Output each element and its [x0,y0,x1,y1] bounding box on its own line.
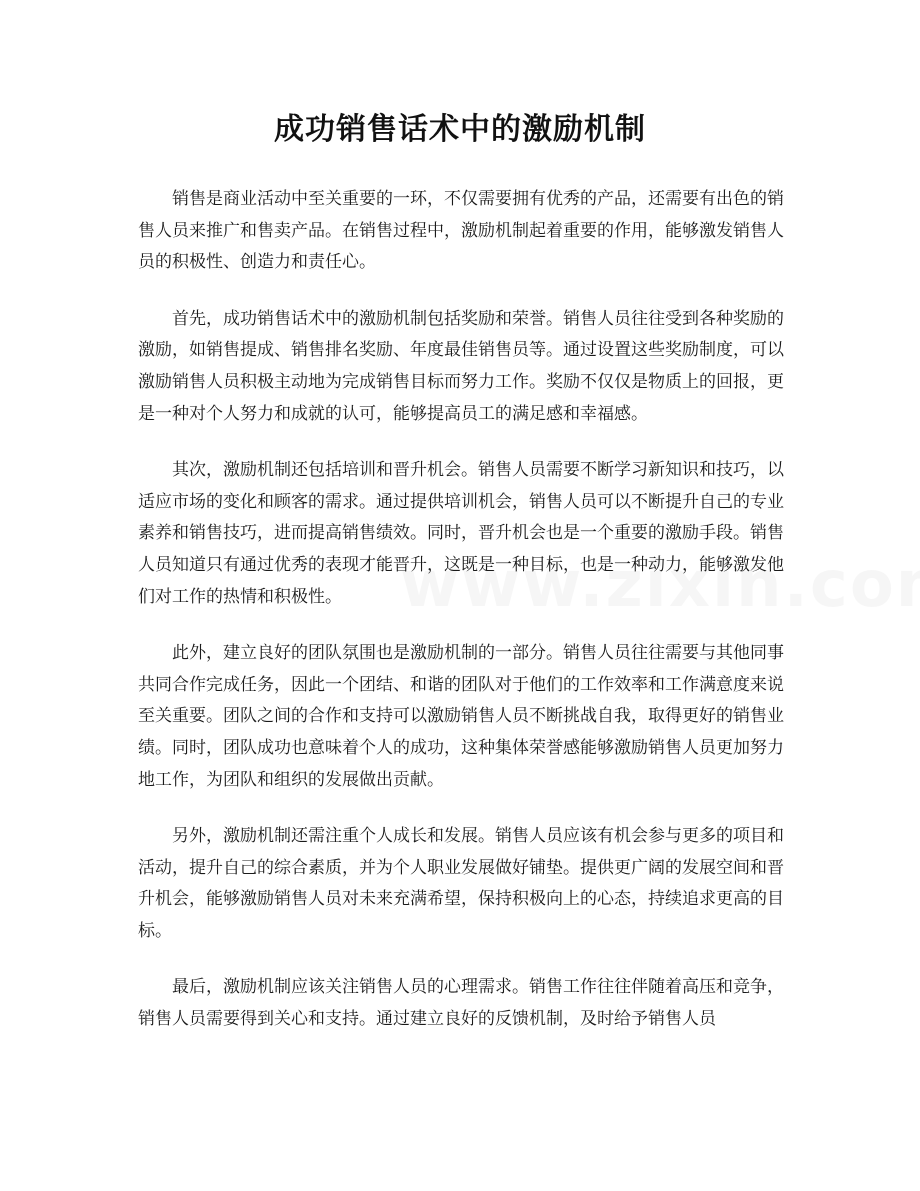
paragraph-4: 此外，建立良好的团队氛围也是激励机制的一部分。销售人员往往需要与其他同事共同合作完成任务，因此一个团结、和谐的团队对于他们的工作效率和工作满意度来说至关重要。团队之间的合作和支持可以激励销售人员不断挑战自我，取得更好的销售业绩。同时，团队成功也意味着个人的成功，这种集体荣誉感能够激励销售人员更加努力地工作，为团队和组织的发展做出贡献。 [138,643,784,790]
paragraph-3: 其次，激励机制还包括培训和晋升机会。销售人员需要不断学习新知识和技巧，以适应市场的变化和顾客的需求。通过提供培训机会，销售人员可以不断提升自己的专业素养和销售技巧，进而提高销售绩效。同时，晋升机会也是一个重要的激励手段。销售人员知道只有通过优秀的表现才能晋升，这既是一种目标，也是一种动力，能够激发他们对工作的热情和积极性。 [138,460,784,607]
paragraph-5: 另外，激励机制还需注重个人成长和发展。销售人员应该有机会参与更多的项目和活动，提升自己的综合素质，并为个人职业发展做好铺垫。提供更广阔的发展空间和晋升机会，能够激励销售人员对未来充满希望，保持积极向上的心态，持续追求更高的目标。 [138,826,784,941]
page-title: 成功销售话术中的激励机制 [274,112,646,147]
paragraph-2: 首先，成功销售话术中的激励机制包括奖励和荣誉。销售人员往往受到各种奖励的激励，如销售提成、销售排名奖励、年度最佳销售员等。通过设置这些奖励制度，可以激励销售人员积极主动地为完成销售目标而努力工作。奖励不仅仅是物质上的回报，更是一种对个人努力和成就的认可，能够提高员工的满足感和幸福感。 [138,308,784,424]
paragraph-1: 销售是商业活动中至关重要的一环，不仅需要拥有优秀的产品，还需要有出色的销售人员来推广和售卖产品。在销售过程中，激励机制起着重要的作用，能够激发销售人员的积极性、创造力和责任心。 [138,189,784,273]
document-body [138,184,784,1061]
paragraph-6: 最后，激励机制应该关注销售人员的心理需求。销售工作往往伴随着高压和竞争，销售人员需要得到关心和支持。通过建立良好的反馈机制，及时给予销售人员 [138,977,784,1030]
